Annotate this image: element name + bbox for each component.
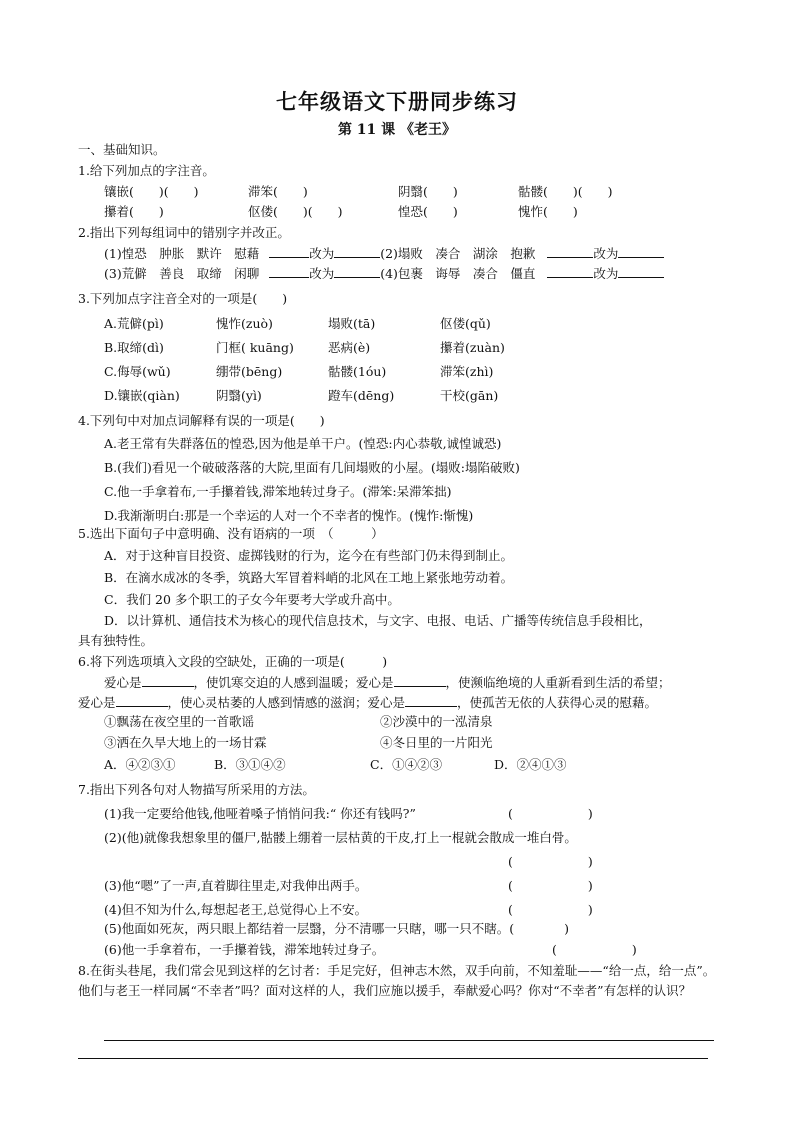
- answer-blank[interactable]: [142, 675, 194, 687]
- q4-stem: 4.下列句中对加点词解释有误的一项是( ): [78, 413, 325, 428]
- q2-group: [104, 246, 664, 262]
- q4-option: C.他一手拿着布,一手攥着钱,滞笨地转过身子。(滞笨:呆滞笨拙): [104, 484, 452, 499]
- answer-blank[interactable]: [269, 266, 309, 278]
- q6-stem: 6.将下列选项填入文段的空缺处，正确的一项是( ): [78, 654, 388, 669]
- q2-words: (3)荒僻 善良 取缔 闲聊: [104, 266, 260, 281]
- q2-words: (1)惶恐 肿胀 默许 慰藉: [104, 246, 260, 261]
- answer-line[interactable]: [78, 1058, 708, 1059]
- q1-item: 阴翳( ): [398, 184, 458, 199]
- q3-option: 门框( kuāng): [216, 340, 294, 355]
- q6-item: ④冬日里的一片阳光: [380, 735, 493, 750]
- q3-option: 恶病(è): [328, 340, 371, 355]
- answer-blank[interactable]: [547, 246, 593, 258]
- q3-option: 阴翳(yì): [216, 388, 262, 403]
- answer-paren[interactable]: ( ): [508, 902, 593, 917]
- page-title: 七年级语文下册同步练习: [276, 89, 518, 114]
- answer-blank[interactable]: [334, 246, 380, 258]
- change-label: 改为: [309, 246, 335, 261]
- q6-item: ③洒在久旱大地上的一场甘霖: [104, 735, 267, 750]
- q3-option: C.侮辱(wǔ): [104, 364, 171, 379]
- q2-group: [104, 266, 664, 282]
- q6-text: ，使饥寒交迫的人感到温暖；爱心是: [193, 675, 394, 690]
- section-heading: 一、基础知识。: [78, 142, 166, 157]
- answer-paren[interactable]: ( ): [552, 942, 637, 957]
- change-label: 改为: [593, 246, 619, 261]
- answer-blank[interactable]: [405, 695, 457, 707]
- q5-option-cont: 具有独特性。: [78, 633, 154, 648]
- answer-blank[interactable]: [547, 266, 593, 278]
- q6-paragraph: [78, 695, 657, 711]
- q3-option: 愧怍(zuò): [216, 316, 273, 331]
- q7-sentence: (6)他一手拿着布，一手攥着钱，滞笨地转过身子。: [104, 942, 385, 957]
- q6-answer: C．①④②③: [370, 757, 443, 772]
- q6-text: ，使孤苦无依的人获得心灵的慰藉。: [457, 695, 658, 710]
- q6-item: ①飘荡在夜空里的一首歌谣: [104, 714, 255, 729]
- q6-answer: D．②④①③: [494, 757, 567, 772]
- q1-item: 骷髅( )( ): [518, 184, 613, 199]
- q7-sentence: (4)但不知为什么,每想起老王,总觉得心上不安。: [104, 902, 368, 917]
- q7-sentence: (3)他“嗯”了一声,直着脚往里走,对我伸出两手。: [104, 878, 368, 893]
- q3-option: A.荒僻(pì): [104, 316, 164, 331]
- q3-option: 塌败(tā): [328, 316, 376, 331]
- q7-sentence: (1)我一定要给他钱,他哑着嗓子悄悄问我:“ 你还有钱吗?”: [104, 806, 416, 821]
- q6-text: ，使心灵枯萎的人感到情感的滋润；爱心是: [167, 695, 406, 710]
- q1-item: 伛偻( )( ): [248, 204, 343, 219]
- change-label: 改为: [309, 266, 335, 281]
- q5-option: C．我们 20 多个职工的子女今年要考大学或升高中。: [104, 592, 400, 607]
- q6-item: ②沙漠中的一泓清泉: [380, 714, 493, 729]
- q3-option: B.取缔(dì): [104, 340, 164, 355]
- q3-option: 干校(gān): [440, 388, 499, 403]
- change-label: 改为: [593, 266, 619, 281]
- q3-option: 绷带(bēng): [216, 364, 283, 379]
- q7-sentence: (2)(他)就像我想象里的僵尸,骷髅上绷着一层枯黄的干皮,打上一棍就会散成一堆白骨。: [104, 830, 577, 845]
- q5-option: D．以计算机、通信技术为核心的现代信息技术，与文字、电报、电话、广播等传统信息手段相比，: [104, 613, 652, 628]
- q4-option: D.我渐渐明白:那是一个幸运的人对一个不幸者的愧怍。(愧怍:惭愧): [104, 508, 474, 523]
- q3-option: 骷髅(1óu): [328, 364, 387, 379]
- q7-stem: 7.指出下列各句对人物描写所采用的方法。: [78, 782, 315, 797]
- q1-item: 惶恐( ): [398, 204, 458, 219]
- q6-text: ，使濒临绝境的人重新看到生活的希望；: [445, 675, 671, 690]
- q6-text: 爱心是: [104, 675, 142, 690]
- q6-answer: B．③①④②: [214, 757, 286, 772]
- q4-option: A.老王常有失群落伍的惶恐,因为他是单干户。(惶恐:内心恭敬,诚惶诚恐): [104, 436, 502, 451]
- q1-item: 镶嵌( )( ): [104, 184, 199, 199]
- answer-blank[interactable]: [618, 266, 664, 278]
- q6-text: 爱心是: [78, 695, 116, 710]
- answer-line[interactable]: [104, 1040, 714, 1041]
- q1-stem: 1.给下列加点的字注音。: [78, 163, 215, 178]
- answer-paren[interactable]: ( ): [508, 806, 593, 821]
- q3-option: 攥着(zuàn): [440, 340, 505, 355]
- q3-option: 滞笨(zhì): [440, 364, 494, 379]
- q3-option: D.镶嵌(qiàn): [104, 388, 180, 403]
- q5-option: A．对于这种盲目投资、虚掷钱财的行为，迄今在有些部门仍未得到制止。: [104, 548, 514, 563]
- q7-sentence: (5)他面如死灰，两只眼上都结着一层翳，分不清哪一只瞎，哪一只不瞎。( ): [104, 921, 569, 936]
- answer-blank[interactable]: [618, 246, 664, 258]
- q4-option: B.(我们)看见一个破破落落的大院,里面有几间塌败的小屋。(塌败:塌陷破败): [104, 460, 520, 475]
- answer-blank[interactable]: [334, 266, 380, 278]
- q1-item: 愧怍( ): [518, 204, 578, 219]
- q3-stem: 3.下列加点字注音全对的一项是( ): [78, 291, 288, 306]
- q6-answer: A．④②③①: [104, 757, 176, 772]
- answer-blank[interactable]: [116, 695, 168, 707]
- answer-blank[interactable]: [269, 246, 309, 258]
- answer-paren[interactable]: ( ): [508, 878, 593, 893]
- q8-question: 8.在街头巷尾，我们常会见到这样的乞讨者：手足完好，但神志木然，双手向前，不知羞耻——“给一点，给一点”。他们与老王一样同属“不幸者”吗？面对这样的人，我们应施以援手，奉献爱心吗？你对“不幸者”有怎样的认识？: [78, 963, 716, 998]
- q2-stem: 2.指出下列每组词中的错别字并改正。: [78, 225, 290, 240]
- lesson-subtitle: 第 11 课 《老王》: [337, 122, 457, 138]
- q5-stem: 5.选出下面句子中意明确、没有语病的一项 （ ）: [78, 526, 384, 541]
- q5-option: B．在滴水成冰的冬季，筑路大军冒着料峭的北风在工地上紧张地劳动着。: [104, 570, 514, 585]
- q3-option: 伛偻(qǔ): [440, 316, 491, 331]
- q6-paragraph: [104, 675, 671, 691]
- q1-item: 攥着( ): [104, 204, 164, 219]
- answer-paren[interactable]: ( ): [508, 854, 593, 869]
- q2-words: (4)包裹 诲辱 凑合 僵直: [380, 266, 536, 281]
- q2-words: (2)塌败 凑合 湖涂 抱歉: [380, 246, 536, 261]
- answer-blank[interactable]: [394, 675, 446, 687]
- q3-option: 蹬车(dēng): [328, 388, 395, 403]
- q1-item: 滞笨( ): [248, 184, 308, 199]
